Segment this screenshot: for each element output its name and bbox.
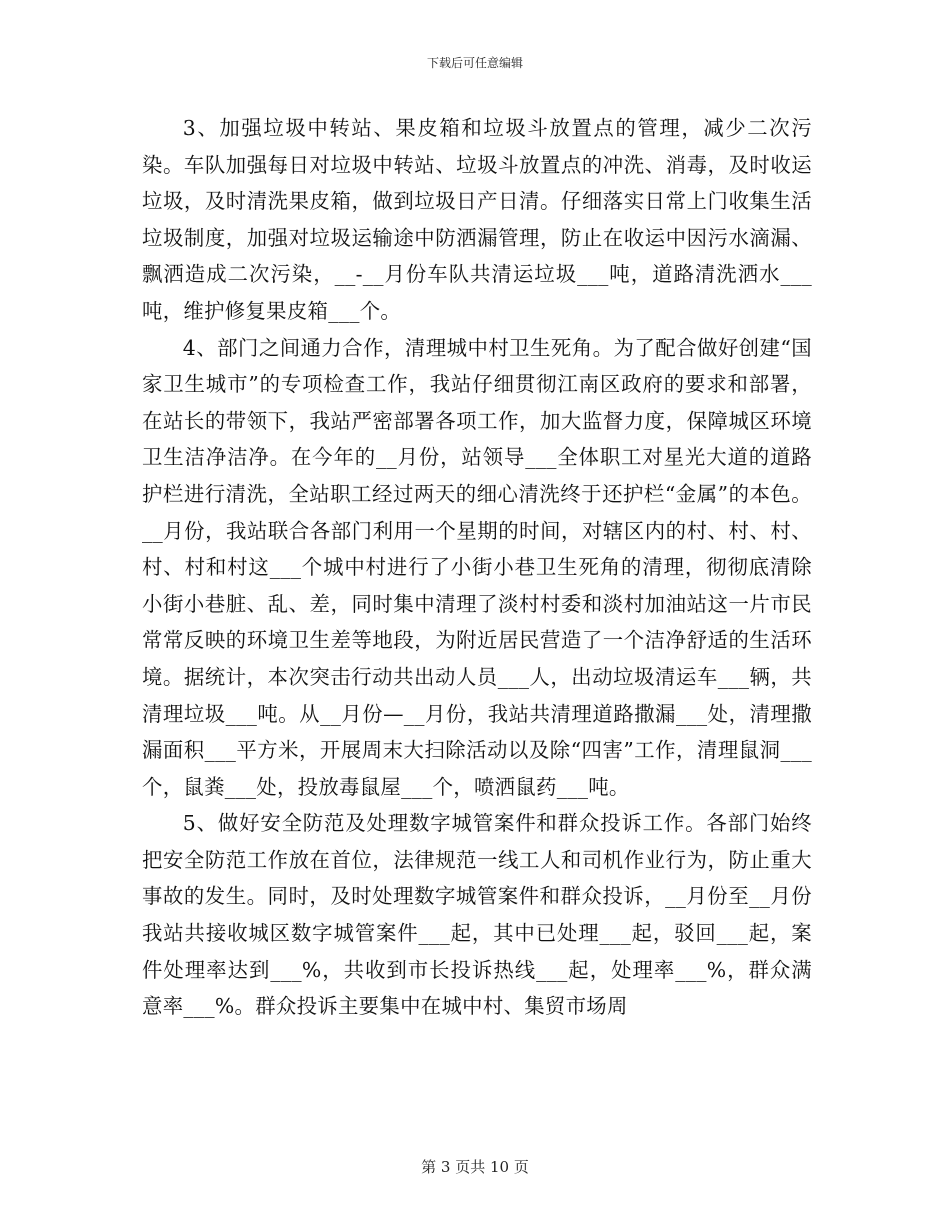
page-header: 下载后可任意编辑 xyxy=(426,56,523,70)
document-body xyxy=(142,110,812,1025)
paragraph-3: 3、加强垃圾中转站、果皮箱和垃圾斗放置点的管理，减少二次污染。车队加强每日对垃圾中转站、垃圾斗放置点的冲洗、消毒，及时收运垃圾，及时清洗果皮箱，做到垃圾日产日清。仔细落实日常上门收集生活垃圾制度，加强对垃圾运输途中防洒漏管理，防止在收运中因污水滴漏、飘洒造成二次污染，__-__月份车队共清运垃圾___吨，道路清洗洒水___吨，维护修复果皮箱___个。 xyxy=(142,116,812,323)
page-number: 第 3 页共 10 页 xyxy=(421,1158,529,1176)
paragraph-5: 5、做好安全防范及处理数字城管案件和群众投诉工作。各部门始终把安全防范工作放在首位，法律规范一线工人和司机作业行为，防止重大事故的发生。同时，及时处理数字城管案件和群众投诉，__月份至__月份我站共接收城区数字城管案件___起，其中已处理___起，驳回___起，案件处理率达到___%，共收到市长投诉热线___起，处理率___%，群众满意率___%。群众投诉主要集中在城中村、集贸市场周 xyxy=(142,811,812,1019)
paragraph-4: 4、部门之间通力合作，清理城中村卫生死角。为了配合做好创建“国家卫生城市”的专项检查工作，我站仔细贯彻江南区政府的要求和部署，在站长的带领下，我站严密部署各项工作，加大监督力度，保障城区环境卫生洁净洁净。在今年的__月份，站领导___全体职工对星光大道的道路护栏进行清洗，全站职工经过两天的细心清洗终于还护栏“金属”的本色。__月份，我站联合各部门利用一个星期的时间，对辖区内的村、村、村、村、村和村这___个城中村进行了小街小巷卫生死角的清理，彻彻底清除小街小巷脏、乱、差，同时集中清理了淡村村委和淡村加油站这一片市民常常反映的环境卫生差等地段，为附近居民营造了一个洁净舒适的生活环境。据统计，本次突击行动共出动人员___人，出动垃圾清运车___辆，共清理垃圾___吨。从__月份—__月份，我站共清理道路撒漏___处，清理撒漏面积___平方米，开展周末大扫除活动以及除“四害”工作，清理鼠洞___个，鼠粪___处，投放毒鼠屋___个，喷洒鼠药___吨。 xyxy=(142,335,812,799)
